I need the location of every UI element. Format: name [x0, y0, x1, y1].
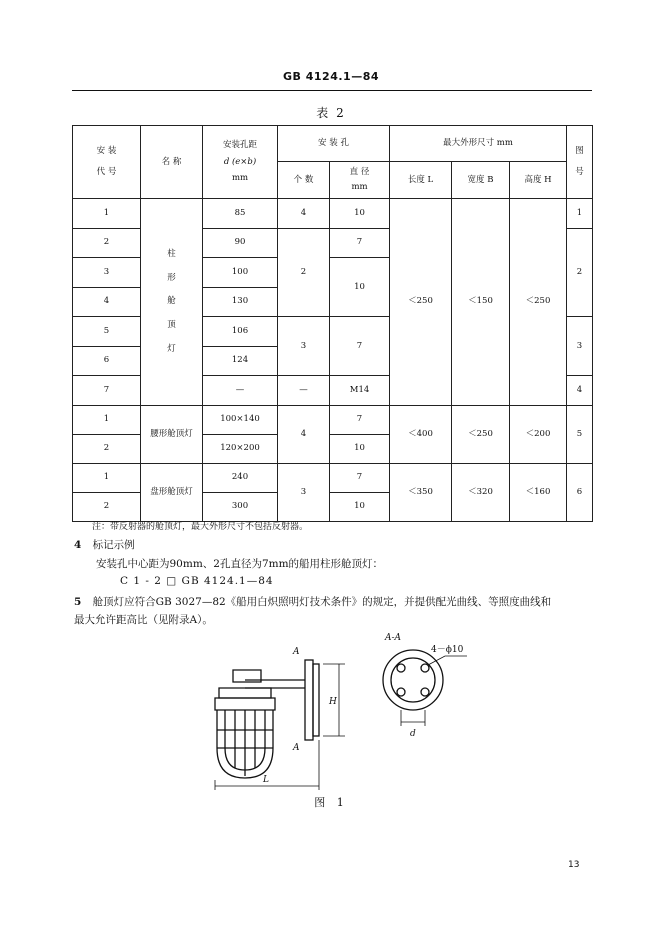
- label-d: d: [410, 729, 416, 739]
- header-width: 宽度 B: [452, 162, 510, 199]
- cell-code: 3: [73, 258, 141, 288]
- cell-spacing: 90: [203, 228, 278, 258]
- cell-count: 4: [278, 405, 330, 463]
- cell-spacing: 124: [203, 346, 278, 376]
- cell-count: 4: [278, 199, 330, 229]
- header-holes: 安 装 孔: [278, 126, 390, 162]
- cell-spacing: 85: [203, 199, 278, 229]
- cell-code: 5: [73, 317, 141, 347]
- cell-dia: 7: [330, 317, 390, 376]
- mount-hole: [397, 664, 405, 672]
- cell-width: ＜320: [452, 463, 510, 521]
- header-spacing: 安装孔距 d (e×b) mm: [203, 126, 278, 199]
- label-a-bottom: A: [293, 743, 300, 753]
- mounting-arm: [245, 680, 305, 688]
- header-rule: [72, 90, 592, 91]
- cell-count: 3: [278, 317, 330, 376]
- header-name: 名 称: [141, 126, 203, 199]
- marking-code: C 1 - 2 □ GB 4124.1—84: [120, 575, 274, 587]
- figure-caption: 图 1: [314, 796, 348, 809]
- cell-dia: 7: [330, 228, 390, 258]
- lamp-base: [215, 698, 275, 710]
- cell-count: —: [278, 376, 330, 406]
- mounting-plate-back: [313, 664, 319, 736]
- label-h: H: [329, 697, 337, 707]
- cell-length-group: ＜250: [390, 199, 452, 406]
- cell-code: 6: [73, 346, 141, 376]
- cell-fig: 2: [567, 228, 593, 317]
- cell-dia: 10: [330, 199, 390, 229]
- cell-fig: 3: [567, 317, 593, 376]
- header-fig: 图 号: [567, 126, 593, 199]
- label-a-top: A: [293, 647, 300, 657]
- cell-spacing: 120×200: [203, 434, 278, 463]
- cell-spacing: 106: [203, 317, 278, 347]
- cell-count: 3: [278, 463, 330, 521]
- cell-spacing: 240: [203, 463, 278, 492]
- cell-spacing: 100×140: [203, 405, 278, 434]
- figure-1-drawing: [205, 628, 464, 793]
- mounting-plate: [305, 660, 313, 740]
- cell-width-group: ＜150: [452, 199, 510, 406]
- cell-height: ＜160: [510, 463, 567, 521]
- cell-code: 2: [73, 492, 141, 521]
- cell-fig: 4: [567, 376, 593, 406]
- cell-length: ＜350: [390, 463, 452, 521]
- cell-dia: 7: [330, 405, 390, 434]
- page-number: 13: [568, 860, 580, 870]
- header-hole-count: 个 数: [278, 162, 330, 199]
- spec-table: [72, 125, 593, 522]
- header-height: 高度 H: [510, 162, 567, 199]
- cell-name-dish-lamp: 盘形舱顶灯: [141, 463, 203, 521]
- section-outer-circle: [383, 650, 443, 710]
- section-4-example: 安装孔中心距为90mm、2孔直径为7mm的船用柱形舱顶灯：: [96, 558, 384, 570]
- cell-length: ＜400: [390, 405, 452, 463]
- cell-name-column-lamp: 柱 形 舱 顶 灯: [141, 199, 203, 406]
- section-5-cont: 最大允许距高比（见附录A）。: [74, 614, 213, 626]
- cell-fig: 6: [567, 463, 593, 521]
- header-code: 安 装 代 号: [73, 126, 141, 199]
- cell-code: 2: [73, 228, 141, 258]
- lamp-collar: [219, 688, 271, 698]
- cell-code: 4: [73, 287, 141, 317]
- cell-dia: M14: [330, 376, 390, 406]
- cell-name-waist-lamp: 腰形舱顶灯: [141, 405, 203, 463]
- table-note: 注：带反射器的舱顶灯，最大外形尺寸不包括反射器。: [92, 522, 309, 532]
- label-holes: 4－ϕ10: [431, 645, 464, 655]
- mount-hole: [397, 688, 405, 696]
- cell-height: ＜200: [510, 405, 567, 463]
- header-length: 长度 L: [390, 162, 452, 199]
- mount-hole: [421, 688, 429, 696]
- cell-code: 2: [73, 434, 141, 463]
- cell-code: 1: [73, 463, 141, 492]
- cell-fig: 5: [567, 405, 593, 463]
- header-max-dims: 最大外形尺寸 mm: [390, 126, 567, 162]
- cell-width: ＜250: [452, 405, 510, 463]
- cell-spacing: —: [203, 376, 278, 406]
- cell-code: 1: [73, 199, 141, 229]
- table-caption: 表 2: [316, 106, 346, 120]
- cell-dia: 10: [330, 492, 390, 521]
- cell-fig: 1: [567, 199, 593, 229]
- label-l: L: [263, 775, 269, 785]
- cell-code: 7: [73, 376, 141, 406]
- section-5: 5 舱顶灯应符合GB 3027—82《船用白炽照明灯技术条件》的规定，并提供配光曲线、等照度曲线和: [74, 596, 552, 608]
- mount-hole: [421, 664, 429, 672]
- header-hole-dia: 直 径 mm: [330, 162, 390, 199]
- cell-dia: 7: [330, 463, 390, 492]
- cell-spacing: 130: [203, 287, 278, 317]
- section-4-heading: 4 标记示例: [74, 539, 135, 551]
- cell-dia: 10: [330, 258, 390, 317]
- cell-dia: 10: [330, 434, 390, 463]
- document-header: GB 4124.1—84: [283, 70, 379, 83]
- cell-spacing: 100: [203, 258, 278, 288]
- cell-count: 2: [278, 228, 330, 317]
- label-section: A-A: [385, 633, 402, 643]
- cell-height-group: ＜250: [510, 199, 567, 406]
- cell-spacing: 300: [203, 492, 278, 521]
- cell-code: 1: [73, 405, 141, 434]
